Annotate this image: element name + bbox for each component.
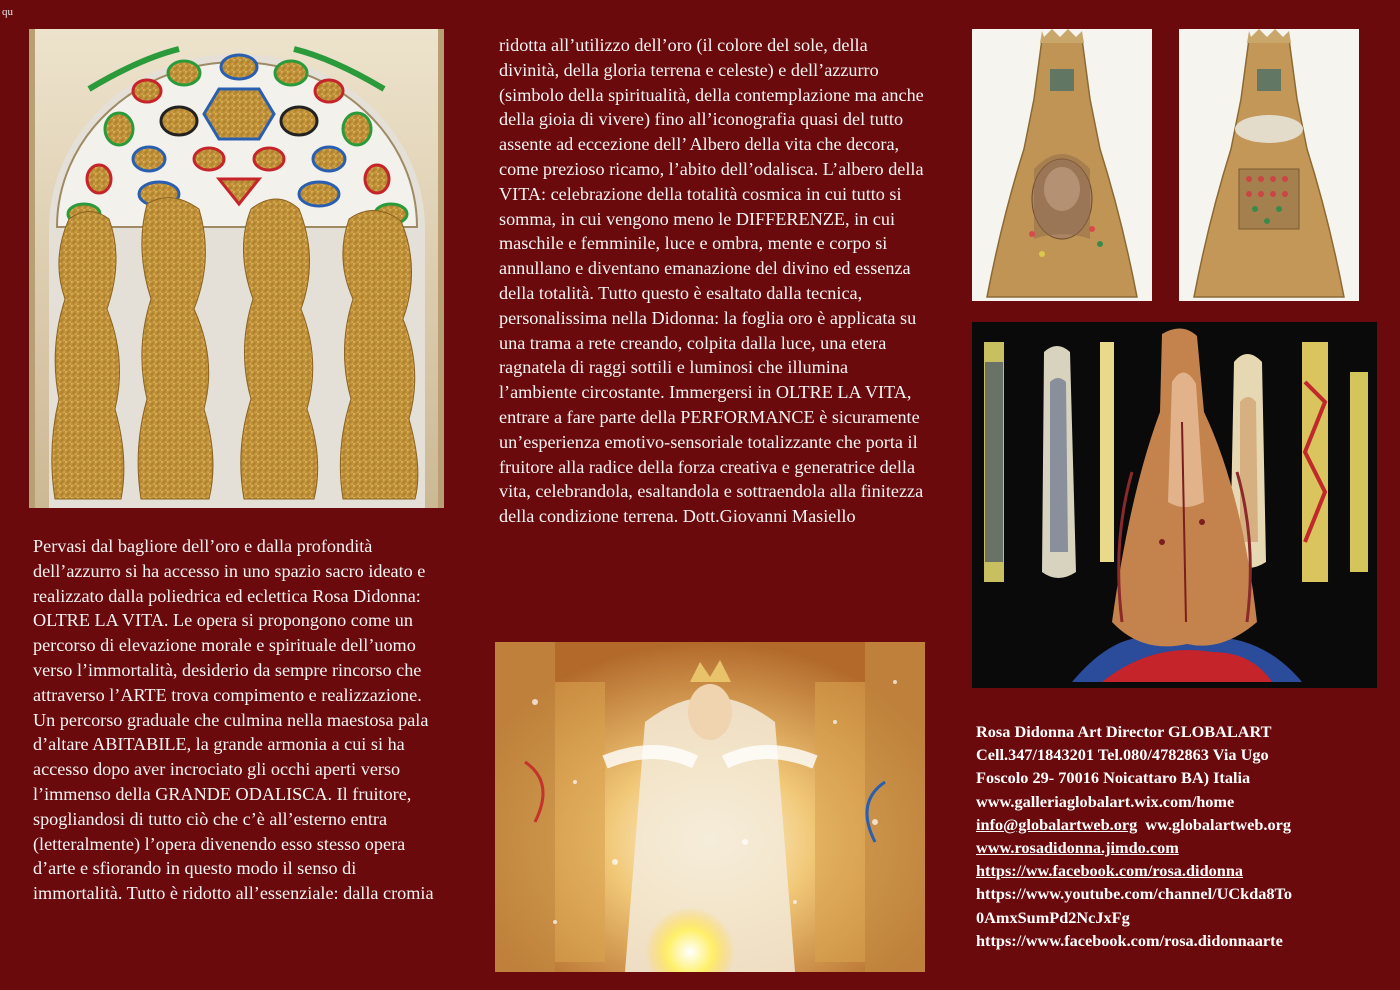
youtube-link-line1[interactable]: https://www.youtube.com/channel/UCkda8To (976, 884, 1293, 904)
jimdo-link[interactable]: www.rosadidonna.jimdo.com (976, 838, 1179, 858)
altarpiece-photo (29, 29, 444, 508)
email-web-line (976, 813, 1376, 836)
middle-paragraph: ridotta all’utilizzo dell’oro (il colore del sole, della divinità, della gloria terrena e celeste) e dell’azzurro (simbolo della spiritualità, della contemplazione ma anche della gioia di vivere) fino all’iconografia quasi del tutto assente ad eccezione dell’ Albero della vita che decora, come prezioso ricamo, l’abito dell’odalisca. L’albero della VITA: celebrazione della totalità cosmica in cui tutto si somma, in cui vengono meno le DIFFERENZE, in cui maschile e femminile, luce e ombra, mente e corpo si annullano e diventano emanazione del divino ed essenza della totalità. Tutto questo è esaltato dalla tecnica, personalissima nella Didonna: la foglia oro è applicata su una trama a rete creando, colpita dalla luce, una etera ragnatela di raggi sottili e luminosi che illumina l’ambiente circostante. Immergersi in OLTRE LA VITA, entrare a fare parte della PERFORMANCE è sicuramente un’esperienza emotivo-sensoriale totalizzante che porta il fruitore alla radice della forza creativa e generatrice della vita, celebrandola, esaltandola e sottraendola alla finitezza della condizione terrena. Dott.Giovanni Masiello (499, 35, 924, 527)
facebook-arte-link[interactable]: https://www.facebook.com/rosa.didonnaarte (976, 930, 1283, 950)
website-link[interactable]: ww.globalartweb.org (1145, 814, 1291, 834)
gallery-link[interactable]: www.galleriaglobalart.wix.com/home (976, 791, 1235, 811)
contact-title: Rosa Didonna Art Director GLOBALART (976, 722, 1272, 741)
contact-block (976, 720, 1376, 952)
performance-photo (495, 642, 925, 972)
email-link[interactable]: info@globalartweb.org (976, 814, 1138, 834)
left-column-text (33, 534, 443, 906)
odalisque-back-photo (1179, 29, 1359, 301)
left-paragraph: Pervasi dal bagliore dell’oro e dalla profondità dell’azzurro si ha accesso in uno spazio sacro ideato e realizzato dalla poliedrica ed eclettica Rosa Didonna: OLTRE LA VITA. Le opera si propongono come un percorso di elevazione morale e spirituale dell’uomo verso l’immortalità, desiderio da sempre rincorso che attraverso l’ARTE trova compimento e realizzazione. Un percorso graduale che culmina nella maestosa pala d’altare ABITABILE, la grande armonia a cui si ha accesso dopo aver incrociato gli occhi aperti verso l’immenso della GRANDE ODALISCA. Il fruitore, spogliandosi di tutto ciò che c’è all’esterno entra (letteralmente) l’opera divenendo esso stesso opera d’arte e sfiorando in questo modo il senso di immortalità. Tutto è ridotto all’essenziale: dalla cromia (33, 536, 434, 904)
contact-address: Foscolo 29- 70016 Noicattaro BA) Italia (976, 768, 1251, 788)
odalisque-front-photo (972, 29, 1152, 301)
middle-column-text (499, 33, 924, 529)
contact-phones: Cell.347/1843201 Tel.080/4782863 Via Ugo (976, 745, 1269, 765)
exhibition-hall-photo (972, 322, 1377, 688)
youtube-link-line2[interactable]: 0AmxSumPd2NcJxFg (976, 907, 1130, 927)
facebook-link[interactable]: https://ww.facebook.com/rosa.didonna (976, 861, 1244, 881)
page-marker: qu (2, 6, 13, 18)
